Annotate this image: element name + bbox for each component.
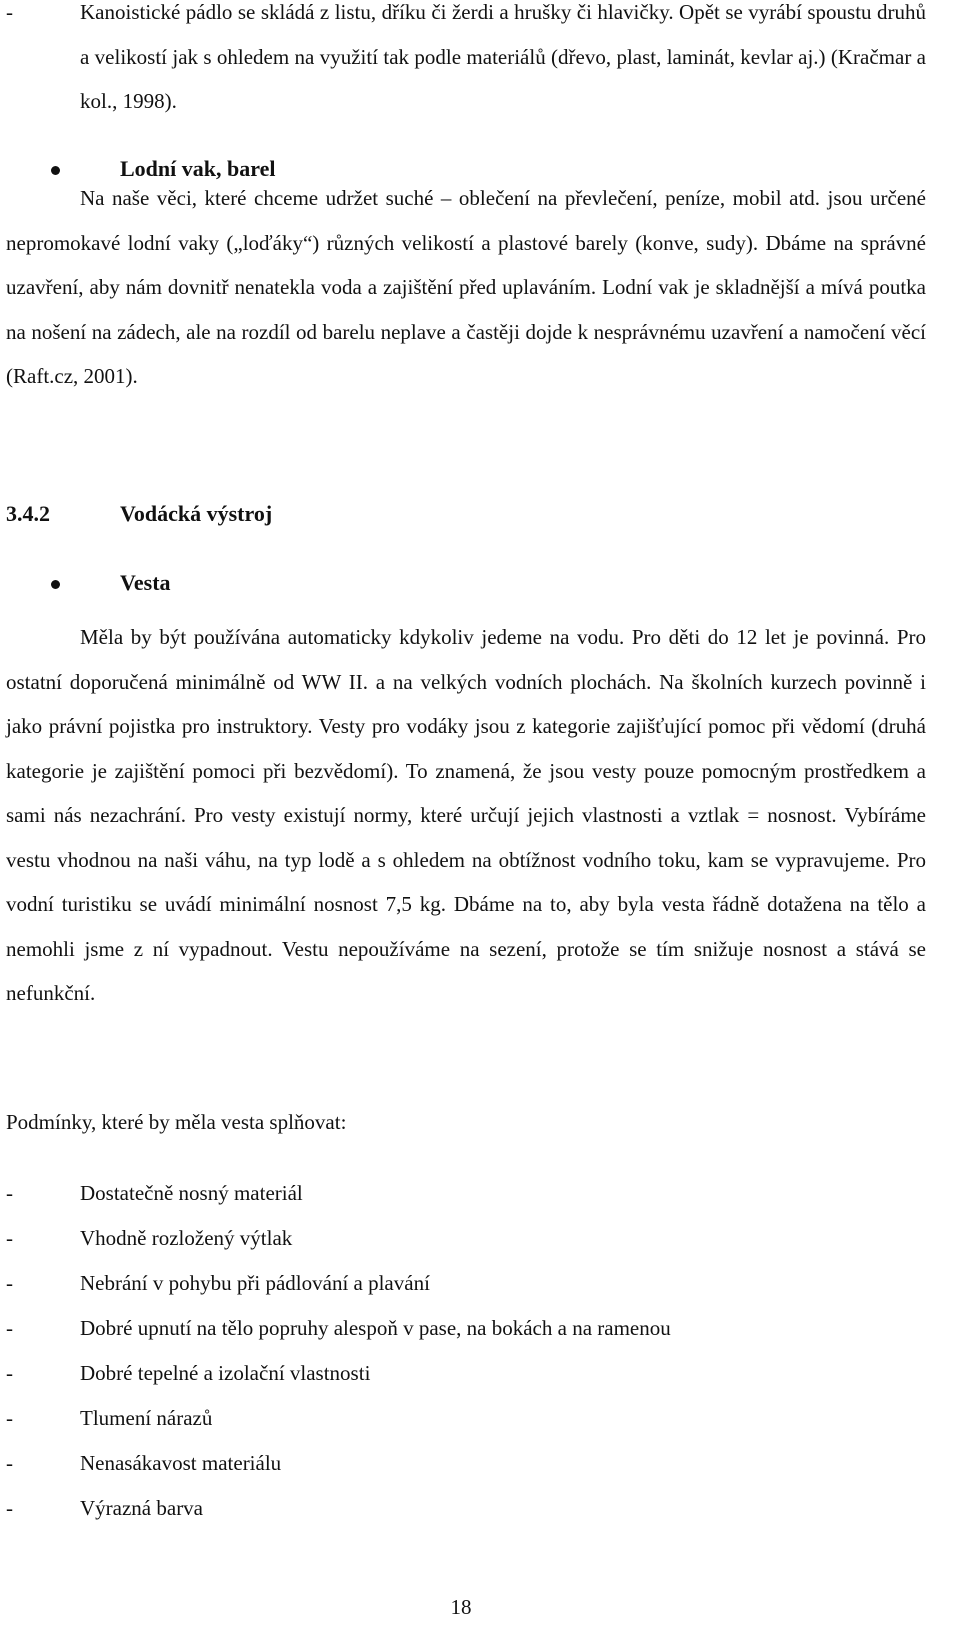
bullet-icon [51,166,60,175]
list-dash: - [6,1406,13,1430]
vesta-paragraph: Měla by být používána automaticky kdykoliv jedeme na vodu. Pro děti do 12 let je povinná. Pro ostatní doporučená minimálně od WW II. a na velkých vodních plochách. Na školních kurzech povinně i jako právní pojistka pro instruktory. Vesty pro vodáky jsou z kategorie zajišťující pomoc při vědomí (druhá kategorie je zajištění pomoci při bezvědomí). To znamená, že jsou vesty pouze pomocným prostředkem a sami nás nezachrání. Pro vesty existují normy, které určují jejich vlastnosti a vztlak = nosnost. Vybíráme vestu vhodnou na naši váhu, na typ lodě a s ohledem na obtížnost vodního toku, kam se vypravujeme. Pro vodní turistiku se uvádí minimální nosnost 7,5 kg. Dbáme na to, aby byla vesta řádně dotažena na tělo a nemohli jsme z ní vypadnout. Vestu nepoužíváme na sezení, protože se tím snižuje nosnost a stává se nefunkční. [6,625,926,1005]
list-item-text: Nenasákavost materiálu [80,1451,282,1475]
list-item [6,1261,926,1306]
list-item [6,1486,926,1531]
list-item-text: Dostatečně nosný materiál [80,1181,303,1205]
conditions-list [6,1171,926,1531]
list-dash: - [6,1226,13,1250]
intro-item-text: Kanoistické pádlo se skládá z listu, dříku či žerdi a hrušky či hlavičky. Opět se vyrábí spoustu druhů a velikostí jak s ohledem na využití tak podle materiálů (dřevo, plast, laminát, kevlar aj.) (Kračmar a kol., 1998). [80,0,926,113]
list-item [6,1171,926,1216]
list-item-text: Vhodně rozložený výtlak [80,1226,293,1250]
list-dash: - [6,1361,13,1385]
intro-list-item [6,0,926,124]
list-item-text: Nebrání v pohybu při pádlování a plavání [80,1271,430,1295]
intro-item-paragraph [6,0,926,124]
list-item-text: Výrazná barva [80,1496,204,1520]
list-dash: - [6,0,13,24]
list-item-text: Dobré tepelné a izolační vlastnosti [80,1361,371,1385]
section-heading [6,492,926,537]
list-dash: - [6,1316,13,1340]
list-item [6,1351,926,1396]
vesta-paragraph-block [6,615,926,1016]
list-item [6,1306,926,1351]
page-number: 18 [450,1595,472,1619]
list-item [6,1216,926,1261]
list-item-text: Dobré upnutí na tělo popruhy alespoň v pase, na bokách a na ramenou [80,1316,671,1340]
lodni-vak-heading-text: Lodní vak, barel [120,156,276,181]
list-item [6,1441,926,1486]
vesta-heading-block [6,561,926,606]
lodni-vak-paragraph-block [6,176,926,399]
conditions-intro-block [6,1100,926,1145]
bullet-icon [51,580,60,589]
conditions-intro: Podmínky, které by měla vesta splňovat: [6,1110,347,1134]
list-dash: - [6,1496,13,1520]
list-dash: - [6,1181,13,1205]
section-heading-block [6,492,926,537]
vesta-heading-text: Vesta [120,570,171,595]
section-number: 3.4.2 [6,501,50,526]
list-dash: - [6,1271,13,1295]
list-dash: - [6,1451,13,1475]
vesta-heading [6,561,926,606]
section-title: Vodácká výstroj [120,501,273,526]
list-item-text: Tlumení nárazů [80,1406,213,1430]
lodni-vak-paragraph: Na naše věci, které chceme udržet suché – oblečení na převlečení, peníze, mobil atd. jsou určené nepromokavé lodní vaky („loďáky“) různých velikostí a plastové barely (konve, sudy). Dbáme na správné uzavření, aby nám dovnitř nenatekla voda a zajištění před uplaváním. Lodní vak je skladnější a mívá poutka na nošení na zádech, ale na rozdíl od barelu neplave a častěji dojde k nesprávnému uzavření a namočení věcí (Raft.cz, 2001). [6,186,926,388]
list-item [6,1396,926,1441]
